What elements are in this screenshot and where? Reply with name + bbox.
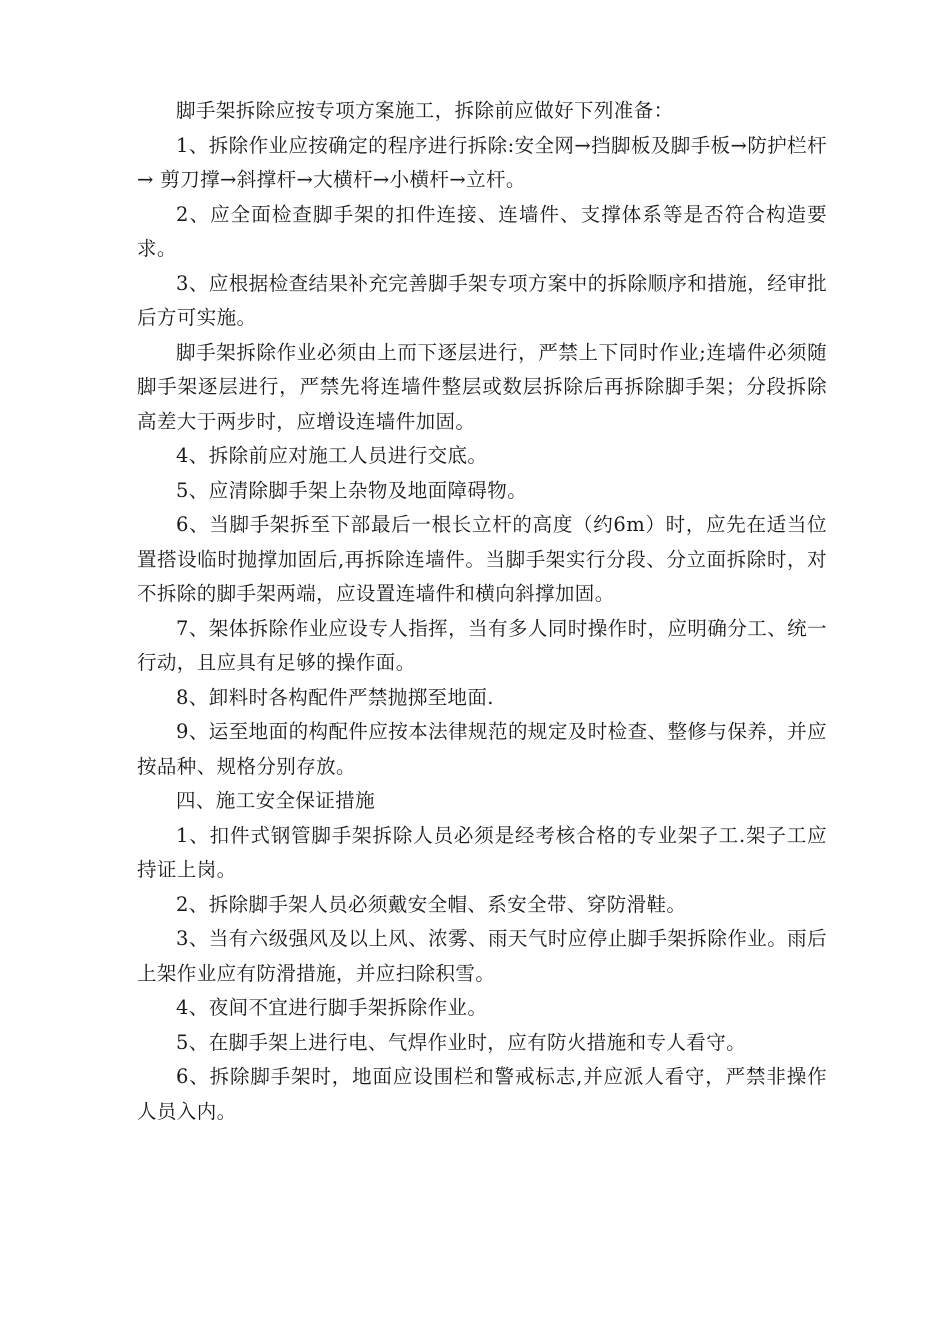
paragraph-prep-3: 3、应根据检查结果补充完善脚手架专项方案中的拆除顺序和措施，经审批后方可实施。 [137,271,827,329]
paragraph-prep-6: 6、当脚手架拆至下部最后一根长立杆的高度（约6m）时，应先在适当位置搭设临时抛撑加固后,再拆除连墙件。当脚手架实行分段、分立面拆除时，对不拆除的脚手架两端，应设置连墙件和横向斜撑加固。 [137,513,827,605]
paragraph-prep-5: 5、应清除脚手架上杂物及地面障碍物。 [176,478,528,502]
paragraph-safety-3: 3、当有六级强风及以上风、浓雾、雨天气时应停止脚手架拆除作业。雨后上架作业应有防滑措施，并应扫除积雪。 [137,927,827,985]
paragraph-safety-6: 6、拆除脚手架时，地面应设围栏和警戒标志,并应派人看守，严禁非操作人员入内。 [137,1065,827,1123]
paragraph-safety-5: 5、在脚手架上进行电、气焊作业时，应有防火措施和专人看守。 [176,1030,747,1054]
document-body [137,94,827,1129]
paragraph-prep-4: 4、拆除前应对施工人员进行交底。 [176,444,488,467]
paragraph-safety-4: 4、夜间不宜进行脚手架拆除作业。 [176,996,488,1019]
paragraph-safety-1: 1、扣件式钢管脚手架拆除人员必须是经考核合格的专业架子工.架子工应持证上岗。 [137,823,827,881]
paragraph-prep-2: 2、应全面检查脚手架的扣件连接、连墙件、支撑体系等是否符合构造要求。 [137,202,827,260]
paragraph-intro: 脚手架拆除应按专项方案施工，拆除前应做好下列准备： [176,99,674,122]
paragraph-prep-7: 7、架体拆除作业应设专人指挥，当有多人同时操作时，应明确分工、统一行动，且应具有足够的操作面。 [137,616,827,674]
paragraph-prep-1: 1、拆除作业应按确定的程序进行拆除:安全网→挡脚板及脚手板→防护栏杆→ 剪刀撑→斜撑杆→大横杆→小横杆→立杆。 [137,133,827,191]
paragraph-removal-order: 脚手架拆除作业必须由上而下逐层进行，严禁上下同时作业;连墙件必须随脚手架逐层进行，严禁先将连墙件整层或数层拆除后再拆除脚手架；分段拆除高差大于两步时，应增设连墙件加固。 [137,340,827,433]
paragraph-prep-8: 8、卸料时各构配件严禁抛掷至地面. [176,685,494,709]
paragraph-safety-2: 2、拆除脚手架人员必须戴安全帽、系安全带、穿防滑鞋。 [176,892,687,916]
section-heading-safety: 四、施工安全保证措施 [176,789,376,812]
paragraph-prep-9: 9、运至地面的构配件应按本法律规范的规定及时检查、整修与保养，并应按品种、规格分别存放。 [137,720,827,778]
